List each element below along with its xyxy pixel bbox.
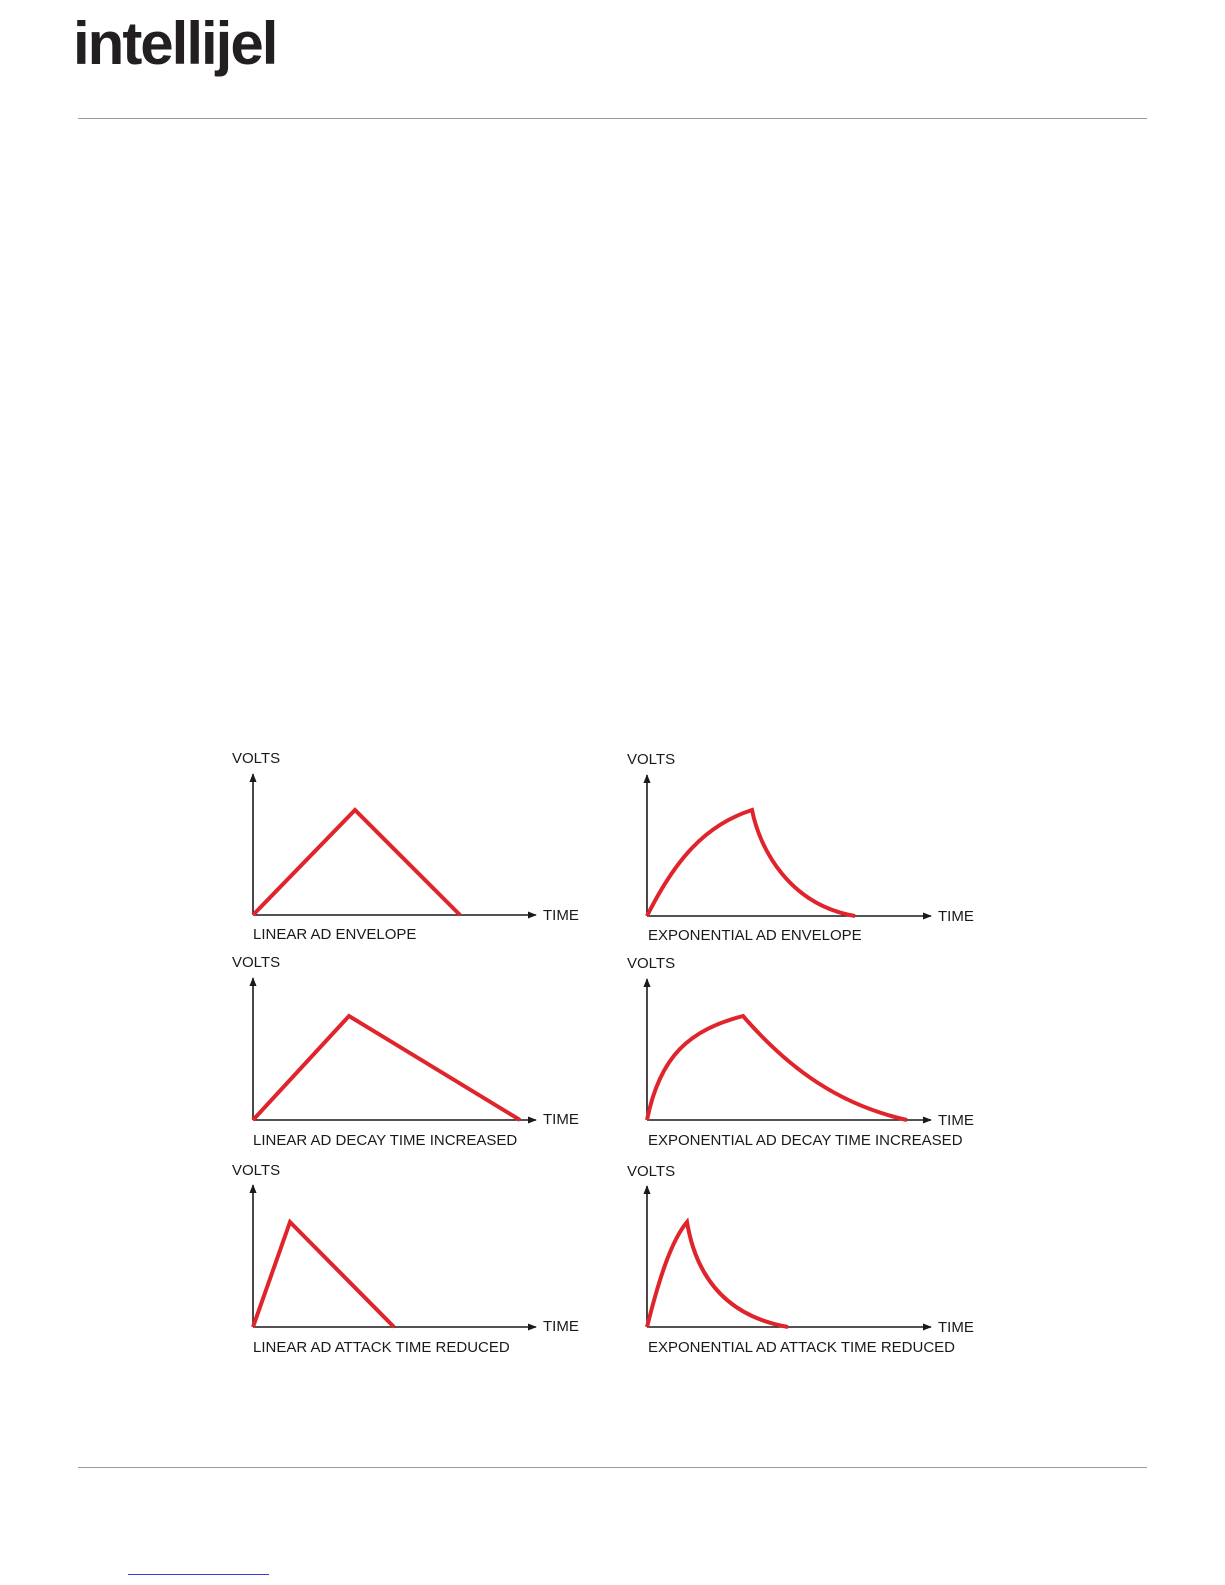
exponential-ad-attack-reduced-curve bbox=[647, 1222, 788, 1327]
y-axis-label: VOLTS bbox=[232, 954, 281, 971]
intellijel-logo: intellijel bbox=[73, 10, 277, 77]
panel-caption: LINEAR AD DECAY TIME INCREASED bbox=[253, 1132, 518, 1149]
panel-exponential-ad-attack-reduced bbox=[627, 1163, 974, 1356]
y-axis-label: VOLTS bbox=[627, 751, 676, 768]
linear-ad-attack-reduced-curve bbox=[253, 1222, 394, 1327]
exponential-ad-decay-increased-curve bbox=[647, 1016, 907, 1120]
y-axis-label: VOLTS bbox=[627, 1163, 676, 1180]
x-axis-label: TIME bbox=[543, 1111, 579, 1128]
panel-exponential-ad-decay-increased bbox=[627, 955, 974, 1149]
panel-caption: LINEAR AD ATTACK TIME REDUCED bbox=[253, 1339, 510, 1356]
x-axis-label: TIME bbox=[938, 1112, 974, 1129]
y-axis-label: VOLTS bbox=[232, 750, 281, 767]
panel-caption: EXPONENTIAL AD DECAY TIME INCREASED bbox=[648, 1132, 963, 1149]
linear-ad-decay-increased-curve bbox=[253, 1016, 520, 1120]
footer-link-underline[interactable] bbox=[128, 1574, 269, 1575]
panel-exponential-ad-envelope bbox=[627, 751, 974, 944]
panel-linear-ad-attack-reduced bbox=[232, 1162, 579, 1356]
panel-linear-ad-envelope bbox=[232, 750, 579, 943]
x-axis-label: TIME bbox=[938, 908, 974, 925]
linear-ad-envelope-curve bbox=[253, 810, 460, 915]
footer-rule bbox=[78, 1467, 1147, 1468]
exponential-ad-envelope-curve bbox=[647, 810, 855, 916]
y-axis-label: VOLTS bbox=[232, 1162, 281, 1179]
x-axis-label: TIME bbox=[543, 907, 579, 924]
panel-caption: EXPONENTIAL AD ATTACK TIME REDUCED bbox=[648, 1339, 956, 1356]
panel-caption: LINEAR AD ENVELOPE bbox=[253, 926, 417, 943]
x-axis-label: TIME bbox=[543, 1318, 579, 1335]
y-axis-label: VOLTS bbox=[627, 955, 676, 972]
panel-linear-ad-decay-increased bbox=[232, 954, 579, 1149]
panel-caption: EXPONENTIAL AD ENVELOPE bbox=[648, 927, 862, 944]
x-axis-label: TIME bbox=[938, 1319, 974, 1336]
